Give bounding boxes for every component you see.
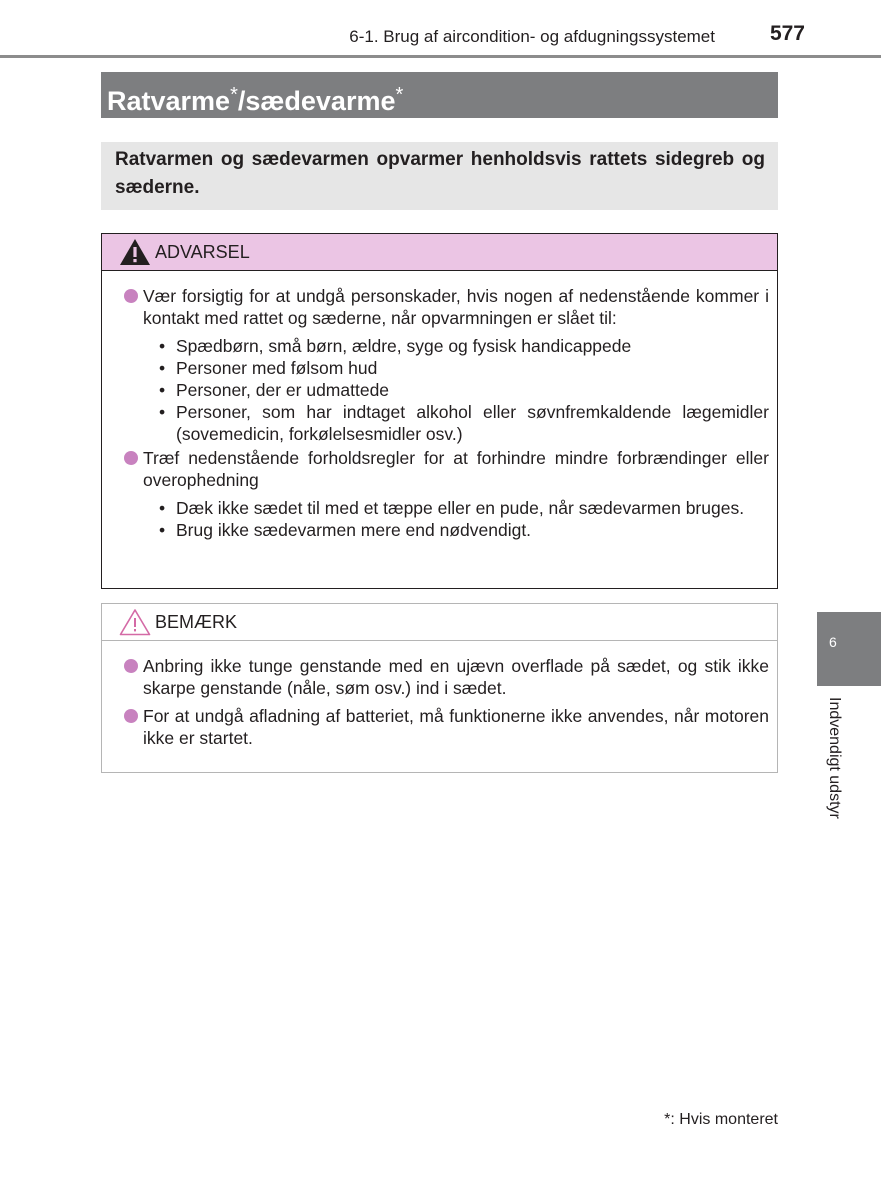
warning-sublist xyxy=(159,335,769,445)
bullet-mark: • xyxy=(159,498,166,518)
title-part-1: Ratvarme xyxy=(107,86,231,116)
footnote-text: : Hvis monteret xyxy=(670,1111,778,1128)
bullet-mark: • xyxy=(159,520,166,540)
bullet-dot xyxy=(124,451,138,465)
bullet-dot xyxy=(124,709,138,723)
warning-item-text: Vær forsigtig for at undgå personskader, hvis nogen af nedenstående kommer i kontakt med rattet og sæderne, når opvarmningen er slået til: xyxy=(143,286,769,328)
warning-item-text: Træf nedenstående forholdsregler for at forhindre mindre forbrændinger eller overophedning xyxy=(143,448,769,490)
note-box xyxy=(101,603,778,773)
warning-subitem: • Personer, der er udmattede xyxy=(159,380,390,400)
page-number: 577 xyxy=(769,22,805,45)
bullet-mark: • xyxy=(159,380,166,400)
warning-subitem: • Brug ikke sædevarmen mere end nødvendigt. xyxy=(159,520,532,540)
bullet-mark: • xyxy=(159,402,166,422)
note-item-text: For at undgå afladning af batteriet, må funktionerne ikke anvendes, når motoren ikke er startet. xyxy=(143,706,769,748)
note-heading: BEMÆRK xyxy=(155,611,238,632)
chapter-number: 6 xyxy=(829,634,837,650)
warning-box xyxy=(101,233,778,589)
intro-summary: Ratvarmen og sædevarmen opvarmer henholdsvis rattets sidegreb og sæderne. xyxy=(101,142,778,210)
warning-item xyxy=(124,447,769,541)
warning-filled-triangle-icon xyxy=(119,238,151,266)
warning-heading: ADVARSEL xyxy=(155,241,250,262)
note-item xyxy=(124,655,769,699)
bullet-mark: • xyxy=(159,358,166,378)
warning-subitem: • Personer, som har indtaget alkohol eller søvnfremkaldende lægemidler (sovemedicin, forkølelsesmidler osv.) xyxy=(159,402,769,444)
chapter-tab xyxy=(817,612,881,686)
warning-body xyxy=(102,271,777,541)
note-header xyxy=(102,604,777,641)
section-label: 6-1. Brug af aircondition- og afdugningssystemet xyxy=(349,27,715,46)
footnote xyxy=(664,1111,778,1129)
warning-subitem: • Spædbørn, små børn, ældre, syge og fysisk handicappede xyxy=(159,336,632,356)
note-body xyxy=(102,641,777,749)
bullet-dot xyxy=(124,289,138,303)
warning-subitem: • Dæk ikke sædet til med et tæppe eller en pude, når sædevarmen bruges. xyxy=(159,498,745,518)
warning-item xyxy=(124,285,769,445)
chapter-label: Indvendigt udstyr xyxy=(826,697,843,819)
note-item xyxy=(124,705,769,749)
caution-outline-triangle-icon xyxy=(119,608,151,636)
page-title xyxy=(101,72,778,118)
warning-subitem: • Personer med følsom hud xyxy=(159,358,378,378)
bullet-mark: • xyxy=(159,336,166,356)
title-part-2: /sædevarme xyxy=(237,86,396,116)
footnote-star: * xyxy=(664,1111,671,1128)
note-item-text: Anbring ikke tunge genstande med en ujævn overflade på sædet, og stik ikke skarpe genstande (nåle, søm osv.) ind i sædet. xyxy=(143,656,769,698)
warning-header xyxy=(102,234,777,271)
title-footnote-star-1: * xyxy=(230,84,238,106)
running-header xyxy=(0,0,881,58)
warning-sublist xyxy=(159,497,769,541)
title-footnote-star-2: * xyxy=(395,84,404,106)
bullet-dot xyxy=(124,659,138,673)
